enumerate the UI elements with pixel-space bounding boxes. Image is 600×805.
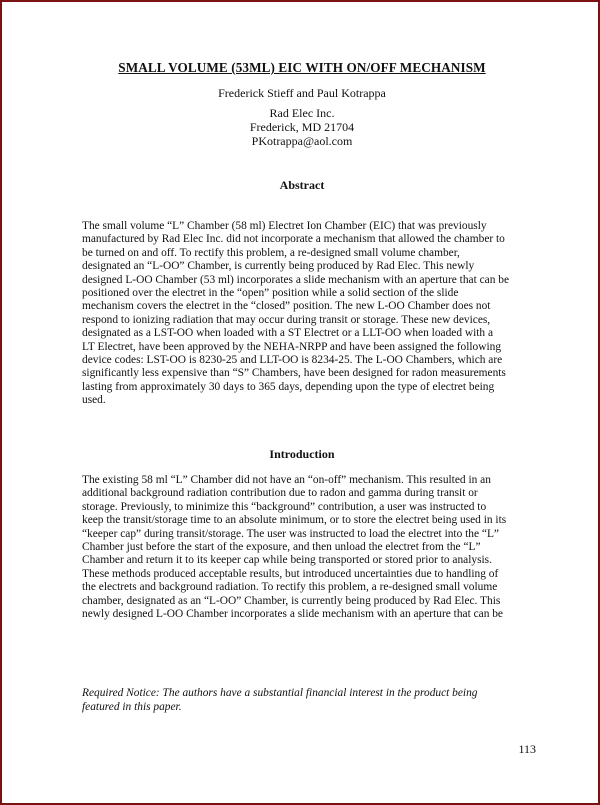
authors: Frederick Stieff and Paul Kotrappa [218,86,386,100]
abstract-line: The small volume “L” Chamber (58 ml) Electret Ion Chamber (EIC) that was previously [82,220,487,232]
intro-line: keep the transit/storage time to an absolute minimum, or to store the electret being used in its [82,514,507,527]
paper-title: SMALL VOLUME (53ML) EIC WITH ON/OFF MECHANISM [118,60,486,75]
affiliation-city: Frederick, MD 21704 [249,120,355,134]
introduction-heading: Introduction [269,447,335,461]
notice-line: featured in this paper. [82,701,182,713]
abstract-line: positioned over the electret in the “open” position while a solid section of the slide [82,287,459,300]
abstract-line: respond to ionizing radiation that may occur during transit or storage. These new devices, [82,313,491,326]
abstract-line: manufactured by Rad Elec Inc. did not incorporate a mechanism that allowed the chamber to [82,233,505,246]
affiliation [2,106,600,148]
affiliation-email: PKotrappa@aol.com [251,134,353,148]
intro-line: The existing 58 ml “L” Chamber did not have an “on-off” mechanism. This resulted in an [82,474,491,486]
notice-line: Required Notice: The authors have a substantial financial interest in the product being [82,687,478,699]
abstract-line: be turned on and off. To rectify this problem, a re-designed small volume chamber, [82,246,460,259]
page-number: 113 [518,742,536,756]
intro-line: Chamber just before the start of the exposure, and then unload the electret from the “L” [82,541,481,554]
abstract-line: designated an “L-OO” Chamber, is currently being produced by Rad Elec. This newly [82,260,475,273]
intro-line: storage. Previously, to minimize this “background” contribution, a user was instructed to [82,500,487,513]
abstract-heading: Abstract [279,178,325,192]
abstract-line: LT Electret, have been approved by the NEHA-NRPP and have been assigned the following [82,340,502,353]
abstract-line: used. [82,394,106,407]
abstract-line: lasting from approximately 30 days to 365 days, depending upon the type of electret being [82,380,495,393]
abstract-line: device codes: LST-OO is 8230-25 and LLT-OO is 8234-25. The L-OO Chambers, which are [82,354,503,367]
required-notice [82,686,542,714]
intro-line: “keeper cap” during transit/storage. The user was instructed to load the electret into the “L” [82,527,499,540]
intro-line: additional background radiation contribution due to radon and gamma during transit or [82,487,478,500]
abstract-line: designated as a LST-OO when loaded with a ST Electret or a LLT-OO when loaded with a [82,327,494,340]
abstract-body [82,220,542,408]
intro-line: Chamber and return it to its keeper cap while being transported or stored prior to analysis. [82,554,492,567]
introduction-body [82,474,542,621]
intro-line: newly designed L-OO Chamber incorporates a slide mechanism with an aperture that can be [82,608,503,621]
abstract-line: significantly less expensive than “S” Chambers, have been designed for radon measurements [82,367,506,380]
affiliation-org: Rad Elec Inc. [269,106,335,120]
intro-line: These methods produced acceptable results, but introduced uncertainties due to handling of [82,567,499,580]
intro-line: chamber, designated as an “L-OO” Chamber, is currently being produced by Rad Elec. This [82,594,501,607]
intro-line: the electrets and background radiation. To rectify this problem, a re-designed small volume [82,581,498,594]
abstract-line: mechanism covers the electret in the “closed” position. The new L-OO Chamber does not [82,300,491,313]
abstract-line: designed L-OO Chamber (53 ml) incorporates a slide mechanism with an aperture that can be [82,273,510,286]
